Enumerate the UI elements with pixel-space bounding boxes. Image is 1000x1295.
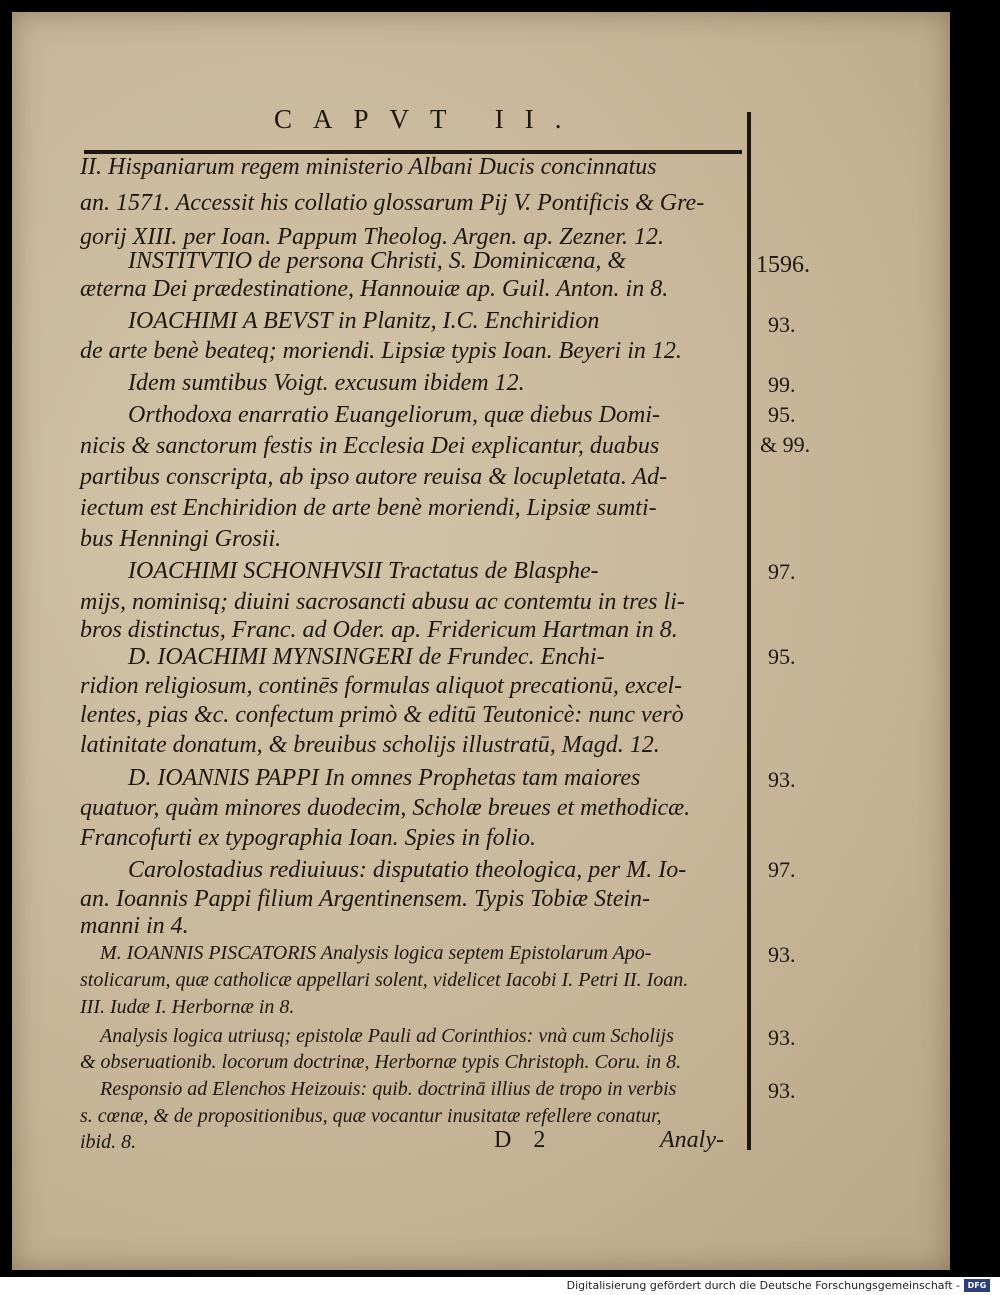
text-line: Carolostadius rediuiuus: disputatio theologica, per M. Io- [128,857,687,883]
text-line: D. IOANNIS PAPPI In omnes Prophetas tam maiores [128,765,641,791]
margin-year: 99. [768,372,796,397]
text-line: mijs, nominisq; diuini sacrosancti abusu ac contemtu in tres li- [80,589,685,615]
text-line: stolicarum, quæ catholicæ appellari solent, videlicet Iacobi I. Petri II. Ioan. [80,969,689,991]
text-line: manni in 4. [80,913,189,939]
margin-year: 93. [768,312,796,337]
margin-year: 97. [768,559,796,584]
text-line: & obseruationib. locorum doctrinæ, Herbornæ typis Christoph. Coru. in 8. [80,1051,682,1073]
text-line: Orthodoxa enarratio Euangeliorum, quæ diebus Domi- [128,402,660,428]
text-line: IOACHIMI SCHONHVSII Tractatus de Blasphe- [128,558,599,584]
margin-year: 93. [768,1078,796,1103]
text-line: Idem sumtibus Voigt. excusum ibidem 12. [128,370,525,396]
text-line: an. 1571. Accessit his collatio glossarum Pij V. Pontificis & Gre- [80,190,705,216]
footer-credit: Digitalisierung gefördert durch die Deutsche Forschungsgemeinschaft - [566,1279,960,1292]
margin-year: 97. [768,857,796,882]
text-line: gorij XIII. per Ioan. Pappum Theolog. Argen. ap. Zezner. 12. [80,224,664,250]
text-line: s. cœnæ, & de propositionibus, quæ vocantur inusitatæ refellere conatur, [80,1105,662,1127]
text-line: latinitate donatum, & breuibus scholijs illustratū, Magd. 12. [80,732,660,758]
text-line: lentes, pias &c. confectum primò & editū Teutonicè: nunc verò [80,702,684,728]
text-line: Responsio ad Elenchos Heizouis: quib. doctrinā illius de tropo in verbis [100,1078,677,1100]
text-line: an. Ioannis Pappi filium Argentinensem. Typis Tobiæ Stein- [80,886,650,912]
margin-year: 1596. [756,252,810,278]
text-line: INSTITVTIO de persona Christi, S. Dominicæna, & [128,248,627,274]
text-line: II. Hispaniarum regem ministerio Albani Ducis concinnatus [80,154,657,180]
text-line: æterna Dei prædestinatione, Hannouiæ ap. Guil. Anton. in 8. [80,276,669,302]
margin-year: 95. [768,644,796,669]
book-page [12,12,950,1270]
text-line: ridion religiosum, continēs formulas aliquot precationū, excel- [80,673,683,699]
text-line: nicis & sanctorum festis in Ecclesia Dei explicantur, duabus [80,433,660,459]
text-line: Francofurti ex typographia Ioan. Spies in folio. [80,825,536,851]
margin-year: 95. [768,402,796,427]
text-line: iectum est Enchiridion de arte benè moriendi, Lipsiæ sumti- [80,495,657,521]
text-line: D. IOACHIMI MYNSINGERI de Frundec. Enchi- [128,644,605,670]
text-line: M. IOANNIS PISCATORIS Analysis logica septem Epistolarum Apo- [100,942,652,964]
dfg-logo: DFG [964,1279,990,1292]
catchword: Analy- [660,1127,724,1153]
text-line: IOACHIMI A BEVST in Planitz, I.C. Enchiridion [128,308,600,334]
signature-mark: D 2 [494,1127,554,1153]
text-line: partibus conscripta, ab ipso autore reuisa & locupletata. Ad- [80,464,668,490]
text-line: III. Iudæ I. Herbornæ in 8. [80,996,295,1018]
text-line: quatuor, quàm minores duodecim, Scholæ breues et methodicæ. [80,795,691,821]
text-line: Analysis logica utriusq; epistolæ Pauli ad Corinthios: vnà cum Scholijs [100,1025,674,1047]
text-line: bros distinctus, Franc. ad Oder. ap. Fridericum Hartman in 8. [80,617,678,643]
page-header: CAPVT II. [274,104,583,134]
text-line: bus Henningi Grosii. [80,526,282,552]
text-line: de arte benè beateq; moriendi. Lipsiæ typis Ioan. Beyeri in 12. [80,338,682,364]
margin-year: 93. [768,1025,796,1050]
margin-year: 93. [768,942,796,967]
text-block [12,12,950,1270]
margin-year: 93. [768,767,796,792]
margin-year: & 99. [760,432,811,457]
text-line: ibid. 8. [80,1131,137,1153]
